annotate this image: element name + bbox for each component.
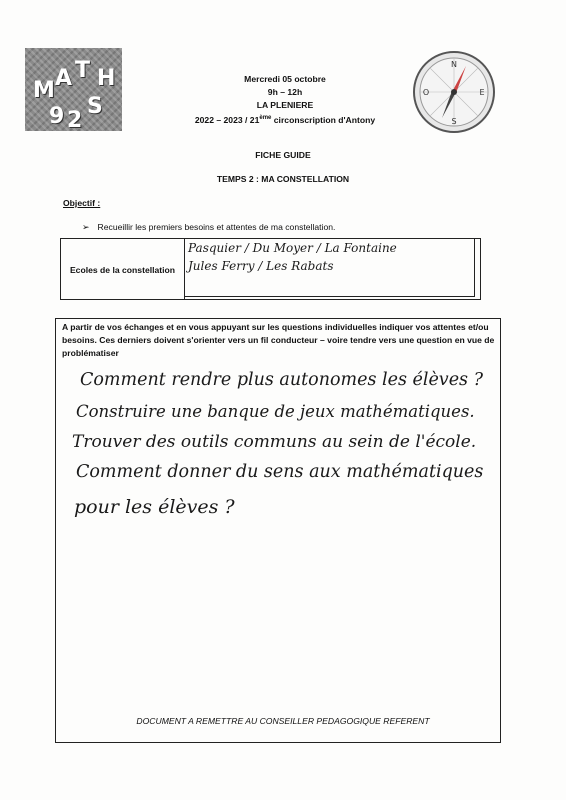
- objectif-item: ➢ Recueillir les premiers besoins et attentes de ma constellation.: [82, 222, 336, 232]
- objectif-label: Objectif :: [63, 198, 101, 208]
- header-year: 2022 – 2023 / 21ème circonscription d'Antony: [194, 114, 376, 125]
- maths92-logo: [25, 48, 122, 131]
- handwritten-line-1: Comment rendre plus autonomes les élèves ?: [80, 370, 483, 390]
- logo-letter: H: [97, 66, 116, 91]
- instructions: A partir de vos échanges et en vous appuyant sur les questions individuelles indiquer vos attentes et/ou besoins. Ces derniers doivent s'orienter vers un fil conducteur – voire tendre vers une question en vue de problématiser: [62, 322, 495, 358]
- header-date: Mercredi 05 octobre: [244, 74, 326, 84]
- logo-letter: A: [55, 66, 73, 91]
- fiche-title: FICHE GUIDE: [255, 150, 311, 160]
- ecoles-line-2: Jules Ferry / Les Rabats: [188, 259, 334, 273]
- handwritten-line-5: pour les élèves ?: [74, 496, 235, 518]
- ecoles-label-cell: [61, 239, 185, 299]
- compass-letter: E: [479, 88, 485, 97]
- compass-letter: O: [422, 88, 430, 97]
- logo-letter: M: [33, 78, 55, 103]
- logo-letter: 9: [49, 104, 65, 129]
- compass-letter: S: [451, 117, 457, 126]
- ecoles-values-cell: [184, 239, 475, 297]
- compass-icon: [412, 50, 496, 134]
- footer-note: DOCUMENT A REMETTRE AU CONSEILLER PEDAGOGIQUE REFERENT: [136, 716, 430, 726]
- arrow-bullet-icon: ➢: [82, 222, 90, 232]
- header-time: 9h – 12h: [267, 87, 303, 97]
- ecoles-label: Ecoles de la constellation: [69, 265, 176, 275]
- logo-letter: T: [75, 58, 91, 83]
- ecoles-line-1: Pasquier / Du Moyer / La Fontaine: [188, 241, 397, 255]
- ecoles-table: [60, 238, 481, 300]
- handwritten-line-4: Comment donner du sens aux mathématiques: [76, 462, 484, 482]
- header-place: LA PLENIERE: [256, 100, 314, 110]
- compass-letter: N: [451, 60, 457, 69]
- temps-title: TEMPS 2 : MA CONSTELLATION: [216, 174, 350, 184]
- logo-letter: S: [87, 94, 103, 119]
- handwritten-line-3: Trouver des outils communs au sein de l'école.: [72, 432, 477, 452]
- logo-letter: 2: [67, 108, 83, 133]
- handwritten-line-2: Construire une banque de jeux mathématiques.: [76, 402, 475, 421]
